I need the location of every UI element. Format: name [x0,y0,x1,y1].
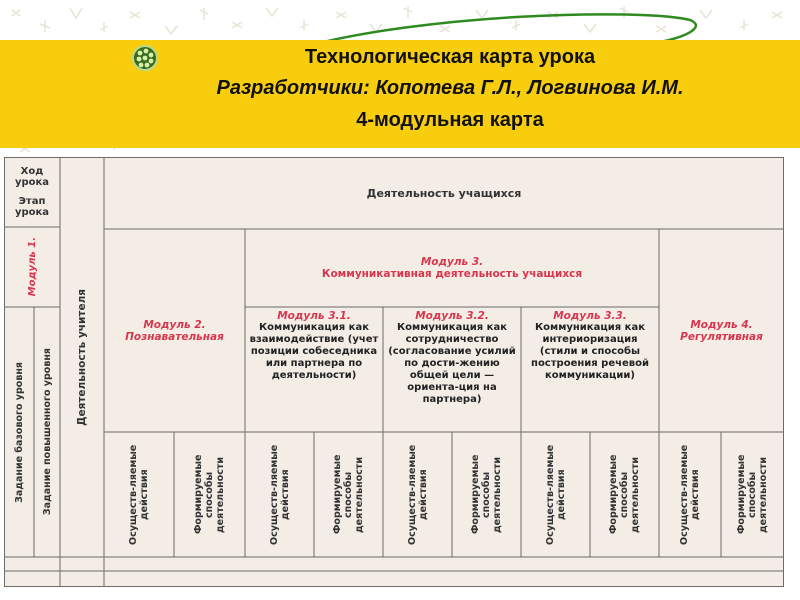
module1-label: Модуль 1. [26,237,38,297]
header-lesson-step: Этап урока [14,196,50,218]
module3-subtitle: Коммуникативная деятельность учащихся [321,268,583,280]
teacher-activity-cell [60,157,104,557]
module4-cell [659,229,784,432]
module33-text: Коммуникация как интериоризация (стили и способы построения речевой коммуникации) [531,322,649,381]
col-methods-m2 [174,432,245,557]
col-methods-label: Формируемые способы деятельности [193,454,226,535]
module2-title: Модуль 2. [143,318,206,331]
students-activity-header: Деятельность учащихся [366,186,522,200]
col-actions-m31 [245,432,314,557]
module32-title: Модуль 3.2. [415,310,489,322]
col-actions-m32 [383,432,452,557]
col-actions-m33 [521,432,590,557]
module32-cell [383,307,521,432]
col-methods-label: Формируемые способы деятельности [736,454,769,535]
module1-cell [4,227,60,307]
module31-title: Модуль 3.1. [277,310,351,322]
col-actions-m4 [659,432,721,557]
module32-text: Коммуникация как сотрудничество (согласование усилий по дости-жению общей цели — ориента-ция на партнера) [388,322,516,405]
module33-cell [521,307,659,432]
module31-cell [245,307,383,432]
module4-subtitle: Регулятивная [680,330,763,343]
teacher-activity-label: Деятельность учителя [75,288,88,426]
col-methods-label: Формируемые способы деятельности [332,454,365,535]
module33-title: Модуль 3.3. [553,310,627,322]
module2-subtitle: Познавательная [125,330,224,343]
col-actions-label: Осуществ-ляемые действия [406,444,429,545]
col-actions-label: Осуществ-ляемые действия [679,444,701,545]
module3-cell [245,229,659,307]
col-actions-m2 [104,432,174,557]
developers-line: Разработчики: Копотева Г.Л., Логвинова И.М. [216,77,684,99]
col-methods-m31 [314,432,383,557]
card-type-line: 4-модульная карта [356,109,544,131]
col-methods-m32 [452,432,521,557]
task-basic-label: Задание базового уровня [13,361,25,503]
col-methods-label: Формируемые способы деятельности [608,454,641,535]
col-actions-label: Осуществ-ляемые действия [544,444,567,545]
header-lesson-stage [4,157,60,227]
title-block [140,40,760,148]
col-methods-label: Формируемые способы деятельности [470,454,503,535]
task-basic-cell [4,307,34,557]
module31-text: Коммуникация как взаимодействие (учет позиции собеседника или партнера по деятельности) [249,322,379,381]
module3-title: Модуль 3. [420,256,484,268]
task-advanced-label: Задание повышенного уровня [41,348,53,516]
col-methods-m4 [721,432,784,557]
module4-title: Модуль 4. [690,318,753,331]
task-advanced-cell [34,307,60,557]
header-lesson-course: Ход урока [14,166,50,188]
col-actions-label: Осуществ-ляемые действия [268,444,291,545]
col-actions-label: Осуществ-ляемые действия [128,444,150,545]
page-title: Технологическая карта урока [304,46,596,68]
col-methods-m33 [590,432,659,557]
lesson-map-table [4,157,784,587]
module2-cell [104,229,245,432]
